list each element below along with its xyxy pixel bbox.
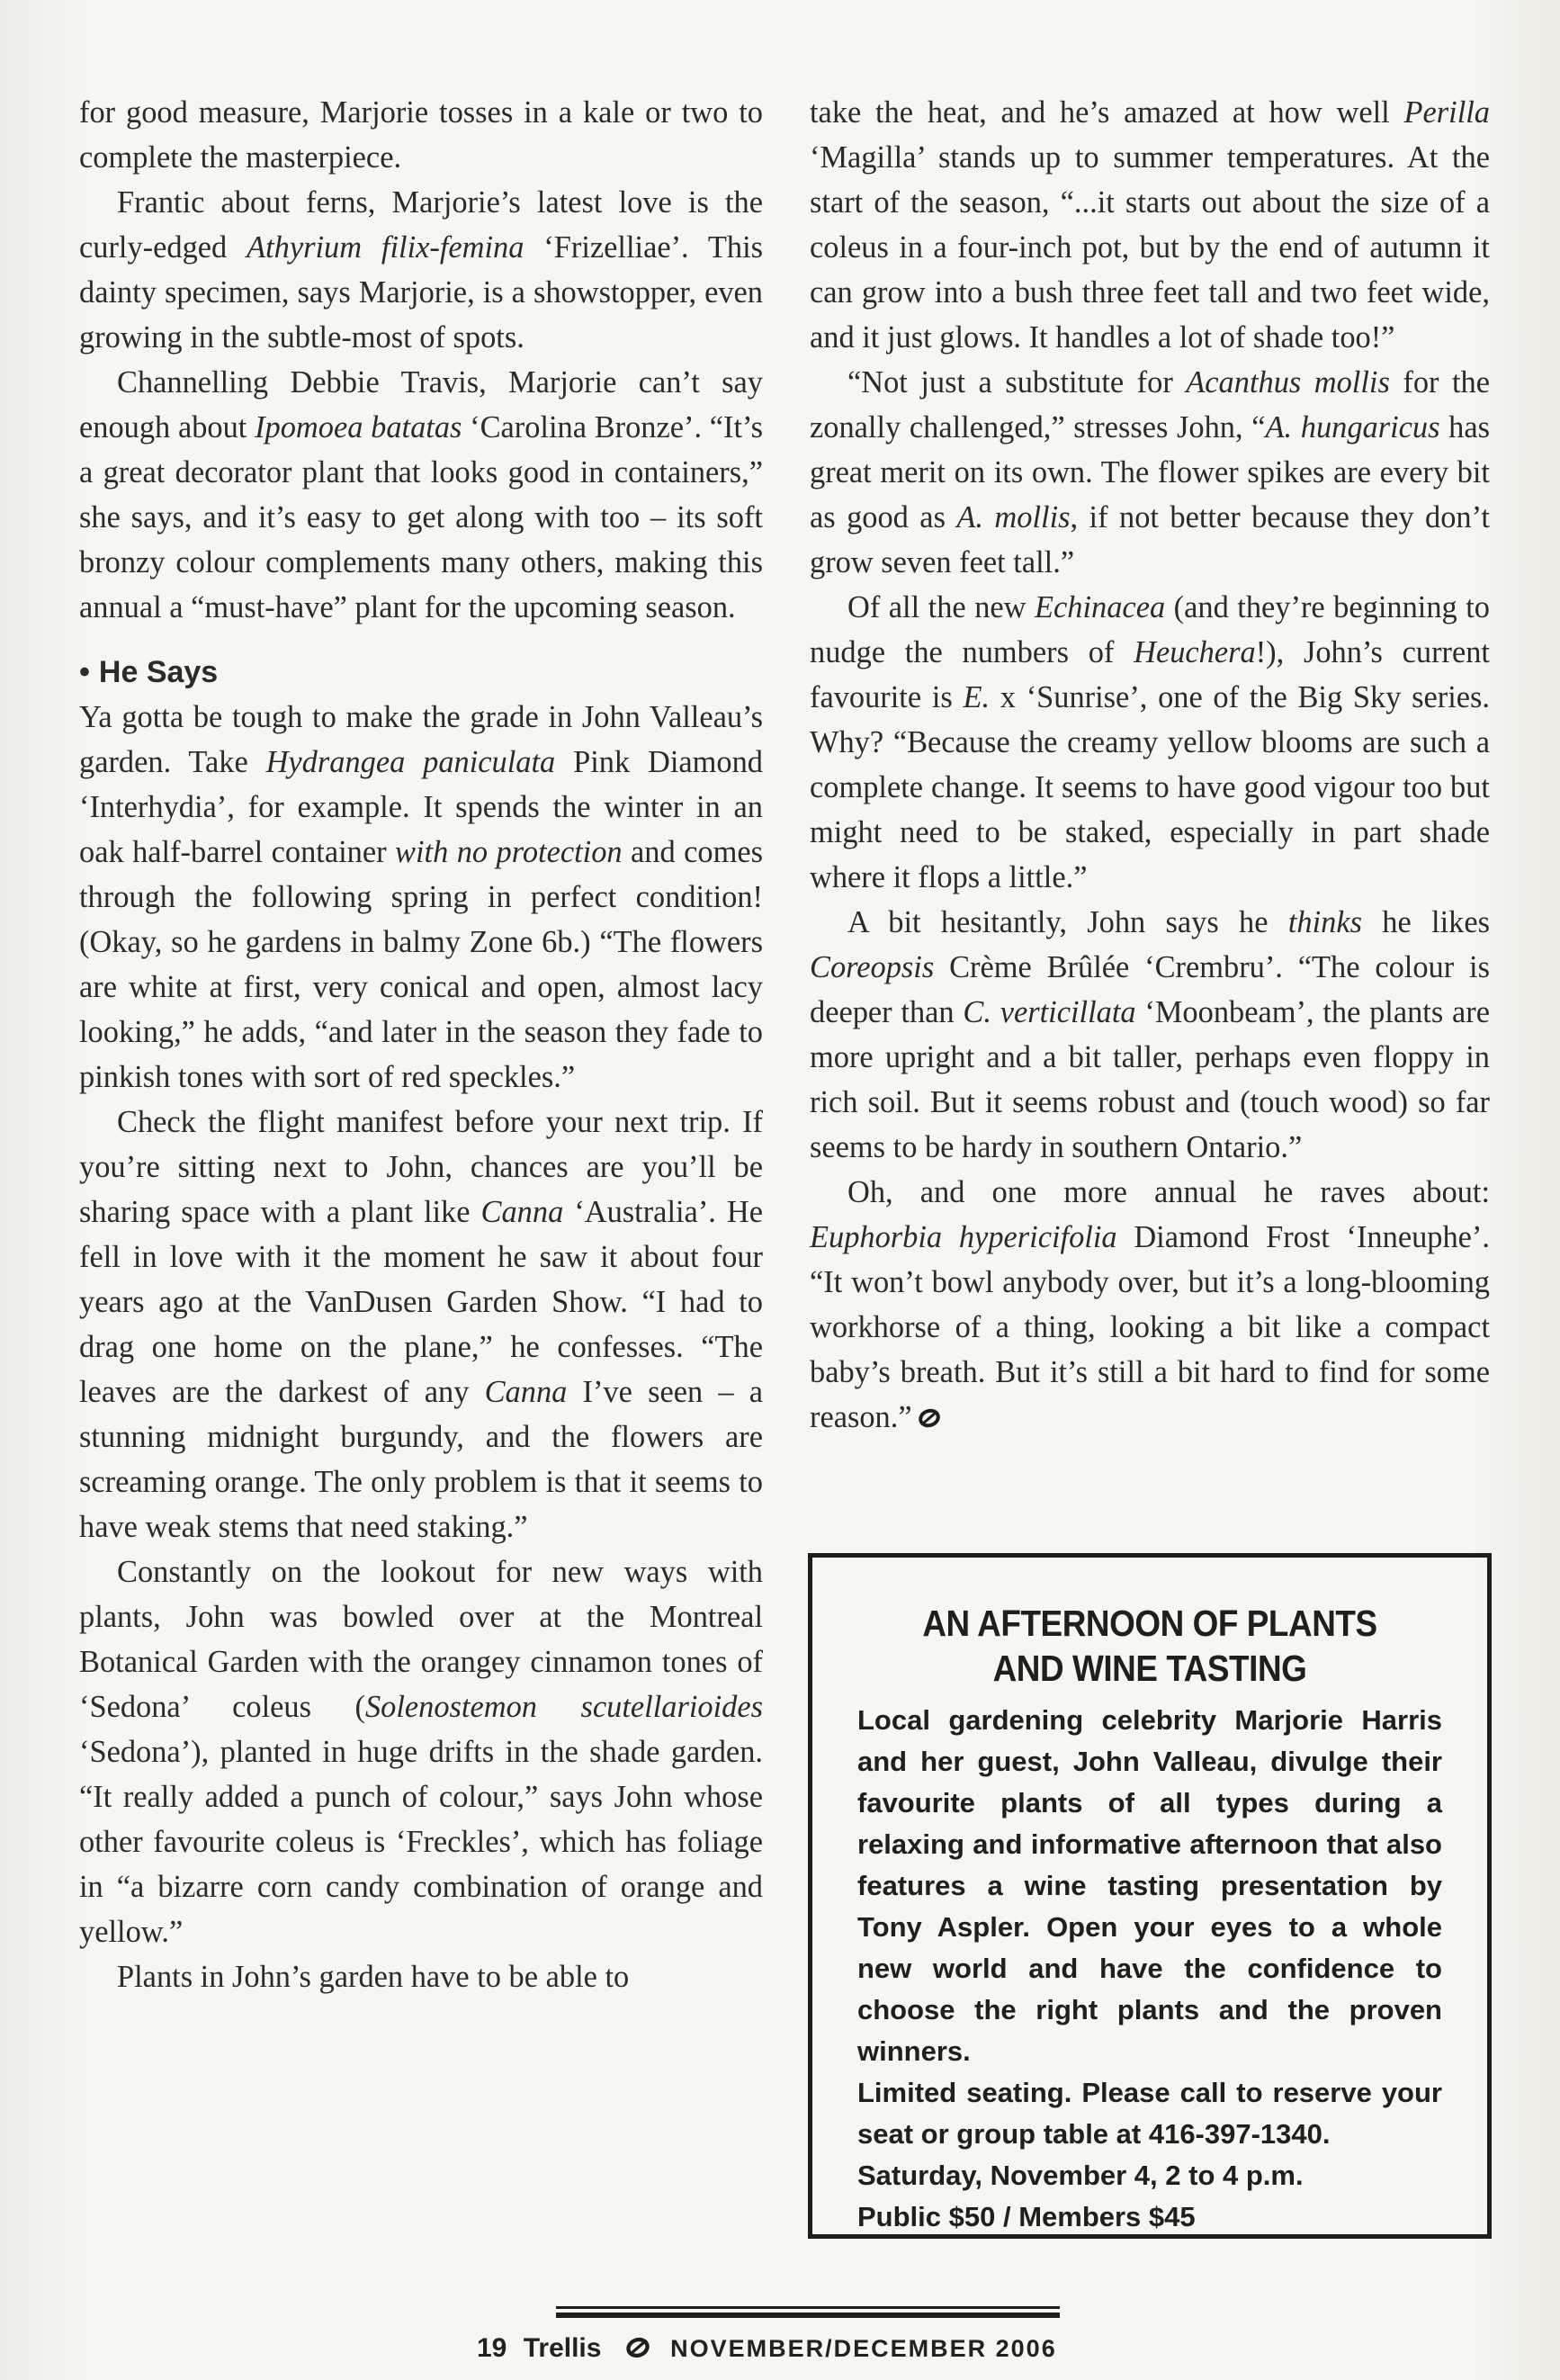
ad-seating: Limited seating. Please call to reserve your seat or group table at 416-397-1340.: [857, 2077, 1442, 2150]
paragraph: Frantic about ferns, Marjorie’s latest love is the curly-edged Athyrium filix-femina ‘Frizelliae’. This dainty specimen, says Marjorie, is a showstopper, even growing in the subtle-most of spots.: [79, 185, 764, 355]
trellis-logo-icon: [625, 2335, 650, 2360]
issue-date: NOVEMBER/DECEMBER 2006: [670, 2335, 1057, 2362]
paragraph: Plants in John’s garden have to be able to: [117, 1960, 630, 1994]
paragraph: for good measure, Marjorie tosses in a kale or two to complete the masterpiece.: [79, 95, 763, 175]
page-number: 19: [477, 2333, 507, 2363]
magazine-name: Trellis: [523, 2333, 602, 2363]
paragraph: A bit hesitantly, John says he thinks he likes Coreopsis Crème Brûlée ‘Crembru’. “The colour is deeper than C. verticillata ‘Moonbeam’, the plants are more upright and a bit taller, perhaps even floppy in rich soil. But it seems robust and (touch wood) so far seems to be hardy in southern Ontario.”: [810, 905, 1491, 1164]
paragraph: Check the flight manifest before your next trip. If you’re sitting next to John, chances are you’ll be sharing space with a plant like Canna ‘Australia’. He fell in love with it the moment he saw it about four years ago at the VanDusen Garden Show. “I had to drag one home on the plane,” he confesses. “The leaves are the darkest of any Canna I’ve seen – a stunning midnight burgundy, and the flowers are screaming orange. The only problem is that it seems to have weak stems that need staking.”: [79, 1105, 764, 1544]
ad-title: AN AFTERNOON OF PLANTS AND WINE TASTING: [922, 1603, 1377, 1689]
page-footer: [477, 2332, 1107, 2365]
bullet-icon: •: [79, 655, 90, 689]
ad-prices: Public $50 / Members $45: [857, 2201, 1196, 2232]
footer-rule-thick: [556, 2313, 1060, 2318]
section-heading: • He Says: [79, 655, 219, 689]
footer-rule: [556, 2306, 1060, 2309]
paragraph: take the heat, and he’s amazed at how well Perilla ‘Magilla’ stands up to summer temperatures. At the start of the season, “...it starts out about the size of a coleus in a four-inch pot, but by the end of autumn it can grow into a bush three feet tall and two feet wide, and it just glows. It handles a lot of shade too!”: [810, 95, 1490, 355]
event-advertisement-box: [808, 1553, 1492, 2239]
right-column: [810, 90, 1490, 1440]
ad-date-time: Saturday, November 4, 2 to 4 p.m.: [857, 2160, 1304, 2191]
paragraph: “Not just a substitute for Acanthus mollis for the zonally challenged,” stresses John, “A. hungaricus has great merit on its own. The flower spikes are every bit as good as A. mollis, if not better because they don’t grow seven feet tall.”: [810, 365, 1490, 579]
paragraph: Constantly on the lookout for new ways with plants, John was bowled over at the Montreal Botanical Garden with the orangey cinnamon tones of ‘Sedona’ coleus (Solenostemon scutellarioides ‘Sedona’), planted in huge drifts in the shade garden. “It really added a punch of colour,” says John whose other favourite coleus is ‘Freckles’, which has foliage in “a bizarre corn candy combination of orange and yellow.”: [79, 1555, 763, 1949]
paragraph: Ya gotta be tough to make the grade in John Valleau’s garden. Take Hydrangea paniculata Pink Diamond ‘Interhydia’, for example. It spends the winter in an oak half-barrel container with no protection and comes through the following spring in perfect condition! (Okay, so he gardens in balmy Zone 6b.) “The flowers are white at first, very conical and open, almost lacy looking,” he adds, “and later in the season they fade to pinkish tones with sort of red speckles.”: [79, 700, 763, 1094]
left-column: [79, 90, 763, 1999]
paragraph: Channelling Debbie Travis, Marjorie can’t say enough about Ipomoea batatas ‘Carolina Bronze’. “It’s a great decorator plant that looks good in containers,” she says, and it’s easy to get along with too – its soft bronzy colour complements many others, making this annual a “must-have” plant for the upcoming season.: [79, 365, 763, 624]
ad-body: Local gardening celebrity Marjorie Harris and her guest, John Valleau, divulge their favourite plants of all types during a relaxing and informative afternoon that also features a wine tasting presentation by Tony Aspler. Open your eyes to a whole new world and have the confidence to choose the right plants and the proven winners.: [857, 1704, 1442, 2067]
paragraph: Oh, and one more annual he raves about: Euphorbia hypericifolia Diamond Frost ‘Inneuphe’. “It won’t bowl anybody over, but it’s a long-blooming workhorse of a thing, looking a bit like a compact baby’s breath. But it’s still a bit hard to find for some reason.”: [810, 1175, 1490, 1434]
trellis-end-mark-icon: [918, 1406, 941, 1430]
paragraph: Of all the new Echinacea (and they’re beginning to nudge the numbers of Heuchera!), John’s current favourite is E. x ‘Sunrise’, one of the Big Sky series. Why? “Because the creamy yellow blooms are such a complete change. It seems to have good vigour too but might need to be staked, especially in part shade where it flops a little.”: [810, 590, 1491, 894]
